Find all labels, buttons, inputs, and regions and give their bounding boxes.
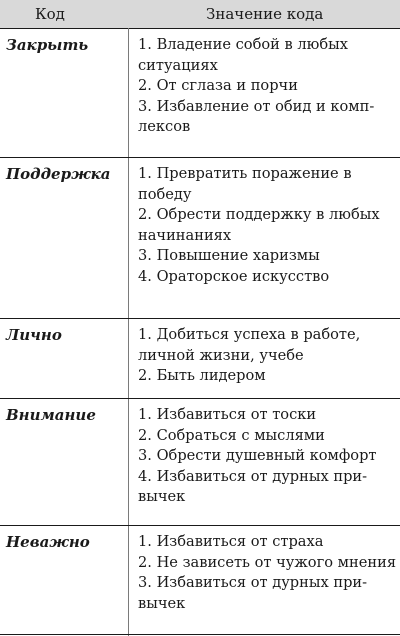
row-meaning-list <box>138 165 396 289</box>
row-code: Поддержка <box>6 165 111 183</box>
meaning-line: 1. Превратить поражение в <box>138 165 352 182</box>
meaning-line: победу <box>138 185 192 203</box>
meaning-line: 2. От сглаза и порчи <box>138 77 298 94</box>
table-row-lichno <box>0 318 400 398</box>
table-row-vnimanie <box>0 398 400 525</box>
meaning-line: 4. Избавиться от дурных при- <box>138 467 368 485</box>
row-meaning-list <box>138 406 396 510</box>
meaning-line: 2. Собраться с мыслями <box>138 426 325 444</box>
meaning-line: 2. Не зависеть от чужого мнения <box>138 553 397 571</box>
table-row-podderzhka <box>0 157 400 318</box>
table-header <box>0 0 400 28</box>
row-code: Внимание <box>6 406 96 424</box>
row-meaning-list <box>138 326 396 389</box>
meaning-line: лексов <box>138 118 191 135</box>
row-code: Закрыть <box>6 36 89 54</box>
meaning-line: 1. Добиться успеха в работе, <box>138 326 361 343</box>
meaning-line: начинаниях <box>138 226 232 244</box>
meaning-line: 3. Повышение харизмы <box>138 247 320 264</box>
header-code: Код <box>35 5 65 23</box>
meaning-line: вычек <box>138 594 186 612</box>
row-meaning-list <box>138 533 396 616</box>
meaning-line: 3. Избавление от обид и комп- <box>138 97 375 115</box>
meaning-line: 1. Владение собой в любых <box>138 36 348 53</box>
table-row-nevazhno <box>0 525 400 634</box>
meaning-line: 2. Обрести поддержку в любых <box>138 206 380 223</box>
meaning-line: 1. Избавиться от тоски <box>138 406 317 423</box>
meaning-line: 1. Избавиться от страха <box>138 533 324 550</box>
table-row-zakryt <box>0 28 400 157</box>
meaning-line: вычек <box>138 488 186 505</box>
row-meaning-list <box>138 36 396 140</box>
meaning-line: 2. Быть лидером <box>138 367 266 384</box>
meaning-line: 3. Избавиться от дурных при- <box>138 574 368 591</box>
meaning-line: 3. Обрести душевный комфорт <box>138 447 377 464</box>
meaning-line: ситуациях <box>138 56 218 74</box>
meaning-line: личной жизни, учебе <box>138 346 304 364</box>
meaning-line: 4. Ораторское искусство <box>138 267 330 285</box>
row-code: Лично <box>6 326 62 344</box>
table-bottom-rule <box>0 634 400 635</box>
row-code: Неважно <box>6 533 90 551</box>
header-meaning: Значение кода <box>206 5 324 23</box>
